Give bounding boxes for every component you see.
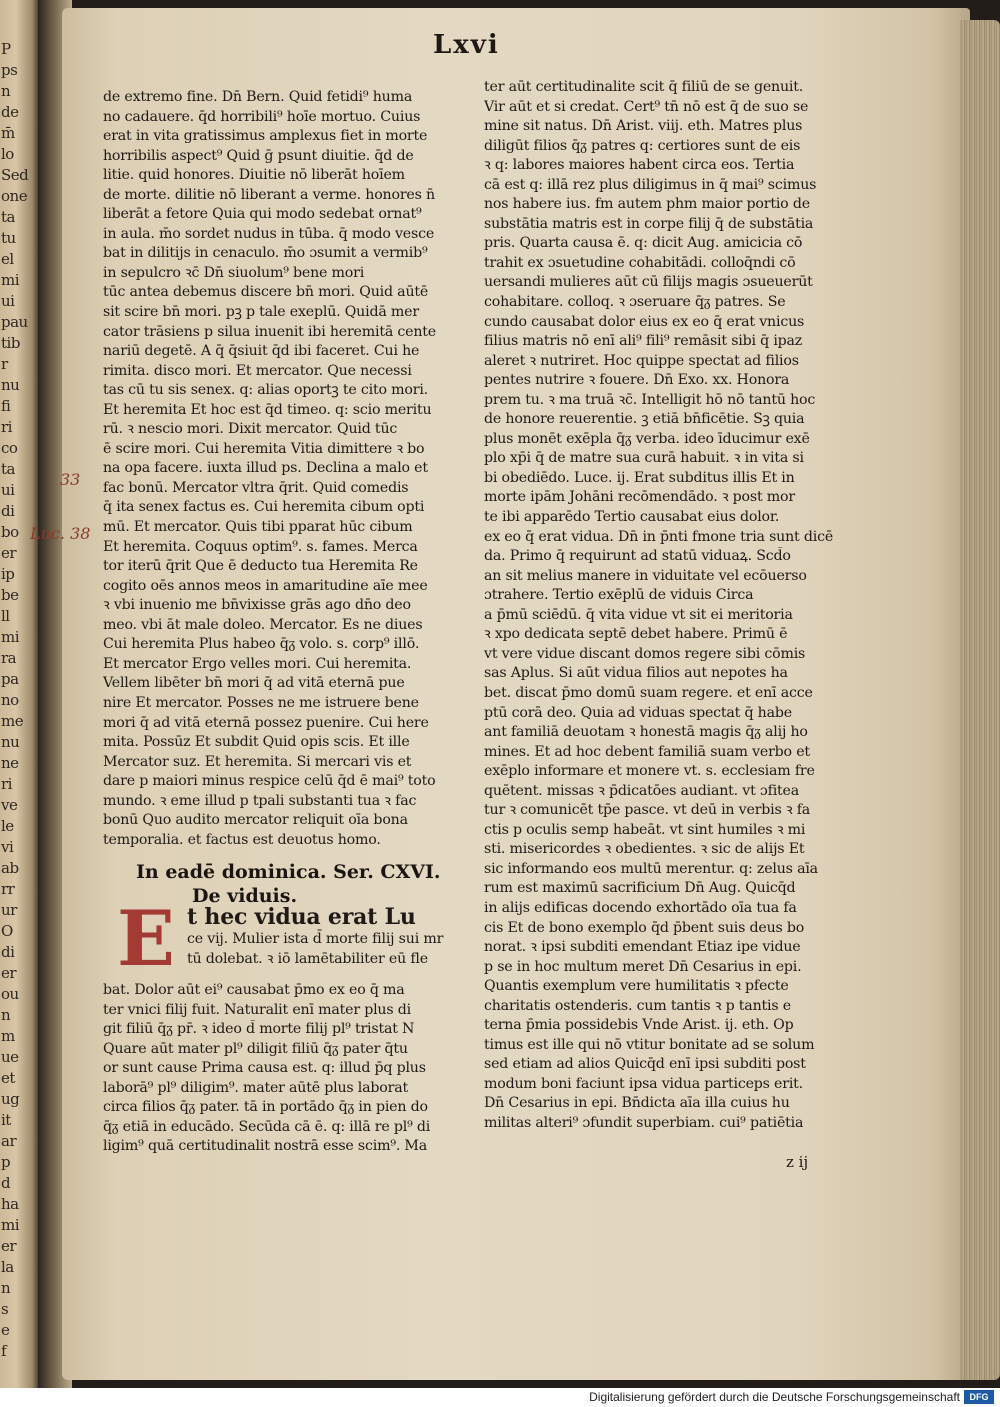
left-page-text-fragment: ar xyxy=(1,1132,17,1150)
text-line: bi obediēdo. Luce. ij. Erat subditus illis Et in xyxy=(484,469,795,486)
text-line: fac bonū. Mercator vltra q̄rit. Quid comedis xyxy=(103,479,409,496)
left-page-text-fragment: di xyxy=(1,502,15,520)
left-page-text-fragment: ui xyxy=(1,292,15,310)
left-page-text-fragment: ui xyxy=(1,481,15,499)
left-page-text-fragment: et xyxy=(1,1069,15,1087)
text-line: mines. Et ad hoc debent familiā suam verbo et xyxy=(484,743,810,760)
text-line: Quare aūt mater pl⁹ diligit filiū q̄ᵹ pater q̄tu xyxy=(103,1040,408,1057)
red-initial-letter: E xyxy=(117,894,175,983)
text-line: liberāt a fetore Quia qui modo sedebat ornat⁹ xyxy=(103,206,422,223)
text-line: mundo. ꝛ eme illud p tpali substanti tua ꝛ fac xyxy=(103,792,417,809)
sermon-heading-line-1: In eadē dominica. Ser. CXVI. xyxy=(136,861,441,883)
text-line: da. Primo q̄ requirunt ad statū viduaꝝ. Scd̄o xyxy=(484,548,791,565)
left-page-text-fragment: tu xyxy=(1,229,16,247)
text-line: norat. ꝛ ipsi subditi emendant Etiaz ipe vidue xyxy=(484,939,801,956)
text-line: ꝛ q: labores maiores habent circa eos. Tertia xyxy=(484,157,795,174)
text-line: cohabitare. colloq. ꝛ ɔseruare q̄ᵹ patres. Se xyxy=(484,294,786,311)
left-page-text-fragment: n xyxy=(1,82,11,100)
text-line: na opa facere. iuxta illud ps. Declina a malo et xyxy=(103,460,428,477)
text-line: Mercator suz. Et heremita. Si mercari vis et xyxy=(103,753,412,770)
left-text-column-lower xyxy=(103,981,461,1157)
text-line: p se in hoc multum meret Dn̄ Cesarius in epi. xyxy=(484,958,802,975)
text-line: ctis p oculis semp habeāt. vt sint humiles ꝛ mi xyxy=(484,821,806,838)
text-line: tor iterū q̄rit Que ē deducto tua Heremita Re xyxy=(103,558,418,575)
sermon-heading xyxy=(136,860,441,908)
text-line: sti. misericordes ꝛ obedientes. ꝛ sic de alijs Et xyxy=(484,841,805,858)
left-page-text-fragment: er xyxy=(1,964,17,982)
left-page-text-fragment: O xyxy=(1,922,13,940)
left-page-text-fragment: it xyxy=(1,1111,11,1129)
signature-mark: z ij xyxy=(786,1153,809,1171)
text-line: te ibi apparēdo Tertio causabat eius dolor. xyxy=(484,509,780,526)
text-line: t hec vidua erat Lu xyxy=(187,904,416,930)
text-line: Et mercator Ergo velles mori. Cui heremita. xyxy=(103,655,412,672)
text-line: bonū Quo audito mercator reliquit oīa bona xyxy=(103,812,408,829)
left-page-text-fragment: s xyxy=(1,1300,9,1318)
text-line: in alijs edificas docendo exhortādo oīa tua fa xyxy=(484,899,797,916)
text-line: nire Et mercator. Posses ne me istruere bene xyxy=(103,694,419,711)
page-stack-edge xyxy=(960,20,1000,1380)
left-page-text-fragment: mi xyxy=(1,271,20,289)
text-line: rimita. disco mori. Et mercator. Que necessi xyxy=(103,362,412,379)
left-page-text-fragment: one xyxy=(1,187,28,205)
text-line: cogito oēs annos meos in amaritudine aīe mee xyxy=(103,577,428,594)
text-line: ꝛ vbi inuenio me bn̄vixisse grās ago dn̄o deo xyxy=(103,597,411,614)
text-line: rū. ꝛ nescio mori. Dixit mercator. Quid tūc xyxy=(103,421,398,438)
text-line: diligūt filios q̄ᵹ patres q: certiores sunt de eis xyxy=(484,137,801,154)
left-page-text-fragment: tib xyxy=(1,334,20,352)
text-line: ant familiā deuotam ꝛ honestā magis q̄ᵹ alij ho xyxy=(484,724,808,741)
text-line: tur ꝛ comunicēt tp̄e pasce. vt deū in verbis ꝛ fa xyxy=(484,802,811,819)
text-line: aleret ꝛ nutriret. Hoc quippe spectat ad filios xyxy=(484,352,799,369)
text-line: cā est q: illā rez plus diligimus in q̄ mai⁹ scimus xyxy=(484,176,817,193)
left-page-text-fragment: de xyxy=(1,103,19,121)
text-line: modum boni faciunt ipsa vidua particeps erit. xyxy=(484,1075,803,1092)
left-page-text-fragment: ne xyxy=(1,754,19,772)
text-line: ɔtrahere. Tertio exēplū de viduis Circa xyxy=(484,587,754,604)
text-line: cis Et de bono exemplo q̄d p̄bent suis deus bo xyxy=(484,919,805,936)
left-page-text-fragment: me xyxy=(1,712,24,730)
text-line: horribilis aspect⁹ Quid ḡ psunt diuitie. q̄d de xyxy=(103,147,414,164)
text-line: plus monēt exēpla q̄ᵹ verba. ideo īducimur exē xyxy=(484,430,810,447)
left-page-text-fragment: ve xyxy=(1,796,18,814)
left-page-text-fragment: di xyxy=(1,943,15,961)
text-line: ptū corā deo. Quia ad viduas spectat q̄ habe xyxy=(484,704,792,721)
text-line: ē scire mori. Cui heremita Vitia dimittere ꝛ bo xyxy=(103,440,425,457)
text-line: mū. Et mercator. Quis tibi pparat hūc cibum xyxy=(103,519,413,536)
text-line: militas alteri⁹ ɔfundit superbiam. cui⁹ patiētia xyxy=(484,1114,804,1131)
text-line: litie. quid honores. Diuitie nō liberāt hoīem xyxy=(103,167,405,184)
text-line: in sepulcro ꝛc̄ Dn̄ siuolum⁹ bene mori xyxy=(103,264,365,281)
text-line: de extremo fine. Dn̄ Bern. Quid fetidi⁹ huma xyxy=(103,89,413,105)
text-line: or sunt cause Prima causa est. q: illud p̄q plus xyxy=(103,1060,426,1077)
text-line: quētent. missas ꝛ p̄dicatōes audiant. vt ɔfitea xyxy=(484,782,799,799)
text-line: ter vnici filij fuit. Naturalit enī mater plus di xyxy=(103,1001,411,1018)
left-page-text-fragment: ll xyxy=(1,607,10,625)
text-line: Cui heremita Plus habeo q̄ᵹ volo. s. corp⁹ illō. xyxy=(103,636,420,653)
text-line: no cadauere. q̄d horribili⁹ hoīe mortuo. Cuius xyxy=(103,108,421,125)
left-page-text-fragment: ta xyxy=(1,208,15,226)
left-page-text-fragment: el xyxy=(1,250,14,268)
left-page-text-fragment: pau xyxy=(1,313,28,331)
left-facing-page-edge xyxy=(0,0,40,1388)
left-page-text-fragment: p xyxy=(1,1153,11,1171)
left-page-text-fragment: la xyxy=(1,1258,14,1276)
text-line: mine sit natus. Dn̄ Arist. viij. eth. Matres plus xyxy=(484,118,803,135)
left-page-text-fragment: nu xyxy=(1,733,20,751)
text-line: in aula. m̄o sordet nudus in tūba. q̄ modo vesce xyxy=(103,225,435,242)
left-page-text-fragment: ha xyxy=(1,1195,19,1213)
text-line: bat in dilitijs in cenaculo. m̄o ɔsumit a vermib⁹ xyxy=(103,245,428,262)
left-page-text-fragment: mi xyxy=(1,1216,20,1234)
text-line: temporalia. et factus est deuotus homo. xyxy=(103,831,381,848)
text-line: filius matris nō enī ali⁹ fili⁹ remāsit sibi q̄ ipaz xyxy=(484,333,803,350)
left-page-text-fragment: fi xyxy=(1,397,11,415)
left-page-text-fragment: er xyxy=(1,1237,17,1255)
footer-bar xyxy=(0,1388,1000,1407)
text-line: Vir aūt et si credat. Cert⁹ tn̄ nō est q̄ de suo se xyxy=(484,98,809,115)
text-line: Vellem libēter bn̄ mori q̄ ad vitā eternā pue xyxy=(103,675,405,692)
text-line: uersandi mulieres aūt cū filijs magis ɔsueuerūt xyxy=(484,274,813,291)
text-line: tūc antea debemus discere bn̄ mori. Quid aūtē xyxy=(103,284,429,301)
text-line: ligim⁹ quā certitudinalit nostrā esse scim⁹. Ma xyxy=(103,1138,428,1155)
text-line: tas cū tu sis senex. q: alias oportꝫ te cito mori. xyxy=(103,382,428,399)
left-page-text-fragment: e xyxy=(1,1321,10,1339)
text-line: terna p̄mia possidebis Vnde Arist. ij. eth. Op xyxy=(484,1017,794,1034)
left-page-text-fragment: f xyxy=(1,1342,7,1360)
text-line: nos habere ius. fm autem phm maior portio de xyxy=(484,196,810,213)
text-line: pentes nutrire ꝛ fouere. Dn̄ Exo. xx. Honora xyxy=(484,372,790,389)
text-line: sas Aplus. Si aūt vidua filios aut nepotes ha xyxy=(484,665,788,682)
left-page-text-fragment: mi xyxy=(1,628,20,646)
text-line: prem tu. ꝛ ma truā ꝛc̄. Intelligit hō nō tantū hoc xyxy=(484,391,816,408)
text-line: git filiū q̄ᵹ pr̄. ꝛ ideo d̄ morte filij pl⁹ tristat N xyxy=(103,1021,415,1038)
left-page-text-fragment: r xyxy=(1,355,8,373)
left-page-text-fragment: ta xyxy=(1,460,15,478)
text-line: ꝛ xpo dedicata septē debet habere. Primū ē xyxy=(484,626,788,643)
left-page-text-fragment: n xyxy=(1,1279,11,1297)
text-line: mita. Possūz Et subdit Quid opis scis. Et ille xyxy=(103,734,410,751)
left-page-text-fragment: ri xyxy=(1,775,12,793)
text-line: cundo causabat dolor eius ex eo q̄ erat vnicus xyxy=(484,313,805,330)
text-line: circa filios q̄ᵹ pater. tā in portādo q̄ᵹ in pien do xyxy=(103,1099,428,1116)
left-page-text-fragment: P xyxy=(1,40,11,58)
text-line: exēplo informare et monere vt. s. ecclesiam fre xyxy=(484,763,815,780)
text-line: Quantis exemplum vere humilitatis ꝛ pfecte xyxy=(484,978,789,995)
text-line: timus est ille qui nō vtitur bonitate ad se solum xyxy=(484,1036,815,1053)
left-page-text-fragment: be xyxy=(1,586,19,604)
dfg-logo: DFG xyxy=(964,1390,994,1404)
left-page-text-fragment: ra xyxy=(1,649,17,667)
left-page-text-fragment: ab xyxy=(1,859,19,877)
text-line: ce vij. Mulier ista d̄ morte filij sui mr xyxy=(187,931,444,947)
initial-adjacent-lines xyxy=(187,904,467,969)
margin-note-33: 33 xyxy=(60,470,81,489)
left-page-text-fragment: ur xyxy=(1,901,17,919)
right-text-column xyxy=(484,78,852,1134)
left-text-column xyxy=(103,88,461,850)
left-page-text-fragment: m xyxy=(1,1027,15,1045)
text-line: q̄ ita senex factus es. Cui heremita cibum opti xyxy=(103,499,425,516)
left-page-text-fragment: ip xyxy=(1,565,15,583)
left-page-text-fragment: bo xyxy=(1,523,19,541)
text-line: an sit melius manere in viduitate vel ecōuerso xyxy=(484,567,807,584)
left-page-text-fragment: n xyxy=(1,1006,11,1024)
text-line: trahit ex ɔsuetudine cohabitādi. colloq̄ndi cō xyxy=(484,254,796,271)
text-line: Dn̄ Cesarius in epi. Bn̄dicta aīa illa cuius hu xyxy=(484,1095,790,1112)
left-page-text-fragment: d xyxy=(1,1174,11,1192)
left-page-text-fragment: ue xyxy=(1,1048,19,1066)
text-line: pris. Quarta causa ē. q: dicit Aug. amicicia cō xyxy=(484,235,803,252)
text-line: laborā⁹ pl⁹ diligim⁹. mater aūtē plus laborat xyxy=(103,1079,408,1096)
text-line: Et heremita Et hoc est q̄d timeo. q: scio meritu xyxy=(103,401,432,418)
text-line: erat in vita gratissimus amplexus fiet in morte xyxy=(103,128,428,145)
left-page-text-fragment: m̄ xyxy=(1,124,15,142)
left-page-text-fragment: le xyxy=(1,817,14,835)
left-page-text-fragment: co xyxy=(1,439,18,457)
folio-number: Lxvi xyxy=(433,30,500,60)
text-line: dare p maiori minus respice celū q̄d ē mai⁹ toto xyxy=(103,773,436,790)
text-line: ex eo q̄ erat vidua. Dn̄ in p̄nti fmone tria sunt dicē xyxy=(484,528,834,545)
text-line: bet. discat p̄mo domū suam regere. et enī acce xyxy=(484,684,813,701)
left-page-text-fragment: rr xyxy=(1,880,15,898)
text-line: sic informando eos multū merentur. q: zelus aīa xyxy=(484,860,818,877)
left-page-text-fragment: vi xyxy=(1,838,14,856)
text-line: bat. Dolor aūt ei⁹ causabat p̄mo ex eo q̄ ma xyxy=(103,982,405,998)
text-line: sed etiam ad alios Quicq̄d enī ipsi subditi post xyxy=(484,1056,806,1073)
text-line: sit scire bn̄ mori. pꝫ p tale exeplū. Quidā mer xyxy=(103,304,419,321)
sermon-heading-line-2: De viduis. xyxy=(192,885,298,907)
text-line: meo. vbi āt male doleo. Mercator. Es ne diues xyxy=(103,616,423,633)
left-page-text-fragment: ri xyxy=(1,418,12,436)
left-page-text-fragment: ou xyxy=(1,985,19,1003)
text-line: de morte. dilitie nō liberant a verme. honores n̄ xyxy=(103,186,435,203)
text-line: vt vere vidue discant domos regere sibi cōmis xyxy=(484,645,806,662)
text-line: plo xp̄i q̄ de matre sua curā habuit. ꝛ in vita si xyxy=(484,450,804,467)
text-line: nariū degetē. A q̄ q̄siuit q̄d ibi faceret. Cui he xyxy=(103,343,420,360)
left-page-text-fragment: ps xyxy=(1,61,18,79)
text-line: ter aūt certitudinalite scit q̄ filiū de se genuit. xyxy=(484,79,804,95)
text-line: tū dolebat. ꝛ iō lamētabiliter eū fle xyxy=(187,950,428,967)
text-line: q̄ᵹ etiā in educādo. Secūda cā ē. q: illā re pl⁹ di xyxy=(103,1118,431,1135)
left-page-text-fragment: er xyxy=(1,544,17,562)
text-line: rum est maximū sacrificium Dn̄ Aug. Quicq̄d xyxy=(484,880,796,897)
left-page-text-fragment: lo xyxy=(1,145,14,163)
text-line: morte ipām Johāni recōmendādo. ꝛ post mor xyxy=(484,489,795,506)
text-line: cator trāsiens p silua inuenit ibi heremitā cente xyxy=(103,323,436,340)
text-line: de honore reuerentie. ꝫ etiā bn̄ficētie. Sꝫ quia xyxy=(484,411,805,428)
text-line: substātia matris est in corpe filij q̄ de substātia xyxy=(484,215,814,232)
footer-credit-text: Digitalisierung gefördert durch die Deutsche Forschungsgemeinschaft xyxy=(589,1390,960,1404)
margin-note-luke: Luc. 38 xyxy=(30,524,91,543)
left-page-text-fragment: ug xyxy=(1,1090,20,1108)
left-page-text-fragment: nu xyxy=(1,376,20,394)
text-line: a p̄mū sciēdū. q̄ vita vidue vt sit ei meritoria xyxy=(484,606,793,623)
left-page-text-fragment: no xyxy=(1,691,19,709)
text-line: Et heremita. Coquus optim⁹. s. fames. Merca xyxy=(103,538,418,555)
left-page-text-fragment: Sed xyxy=(1,166,29,184)
text-line: charitatis ostenderis. cum tantis ꝛ p tantis e xyxy=(484,997,791,1014)
left-page-text-fragment: pa xyxy=(1,670,19,688)
text-line: mori q̄ ad vitā eternā possez puenire. Cui here xyxy=(103,714,429,731)
